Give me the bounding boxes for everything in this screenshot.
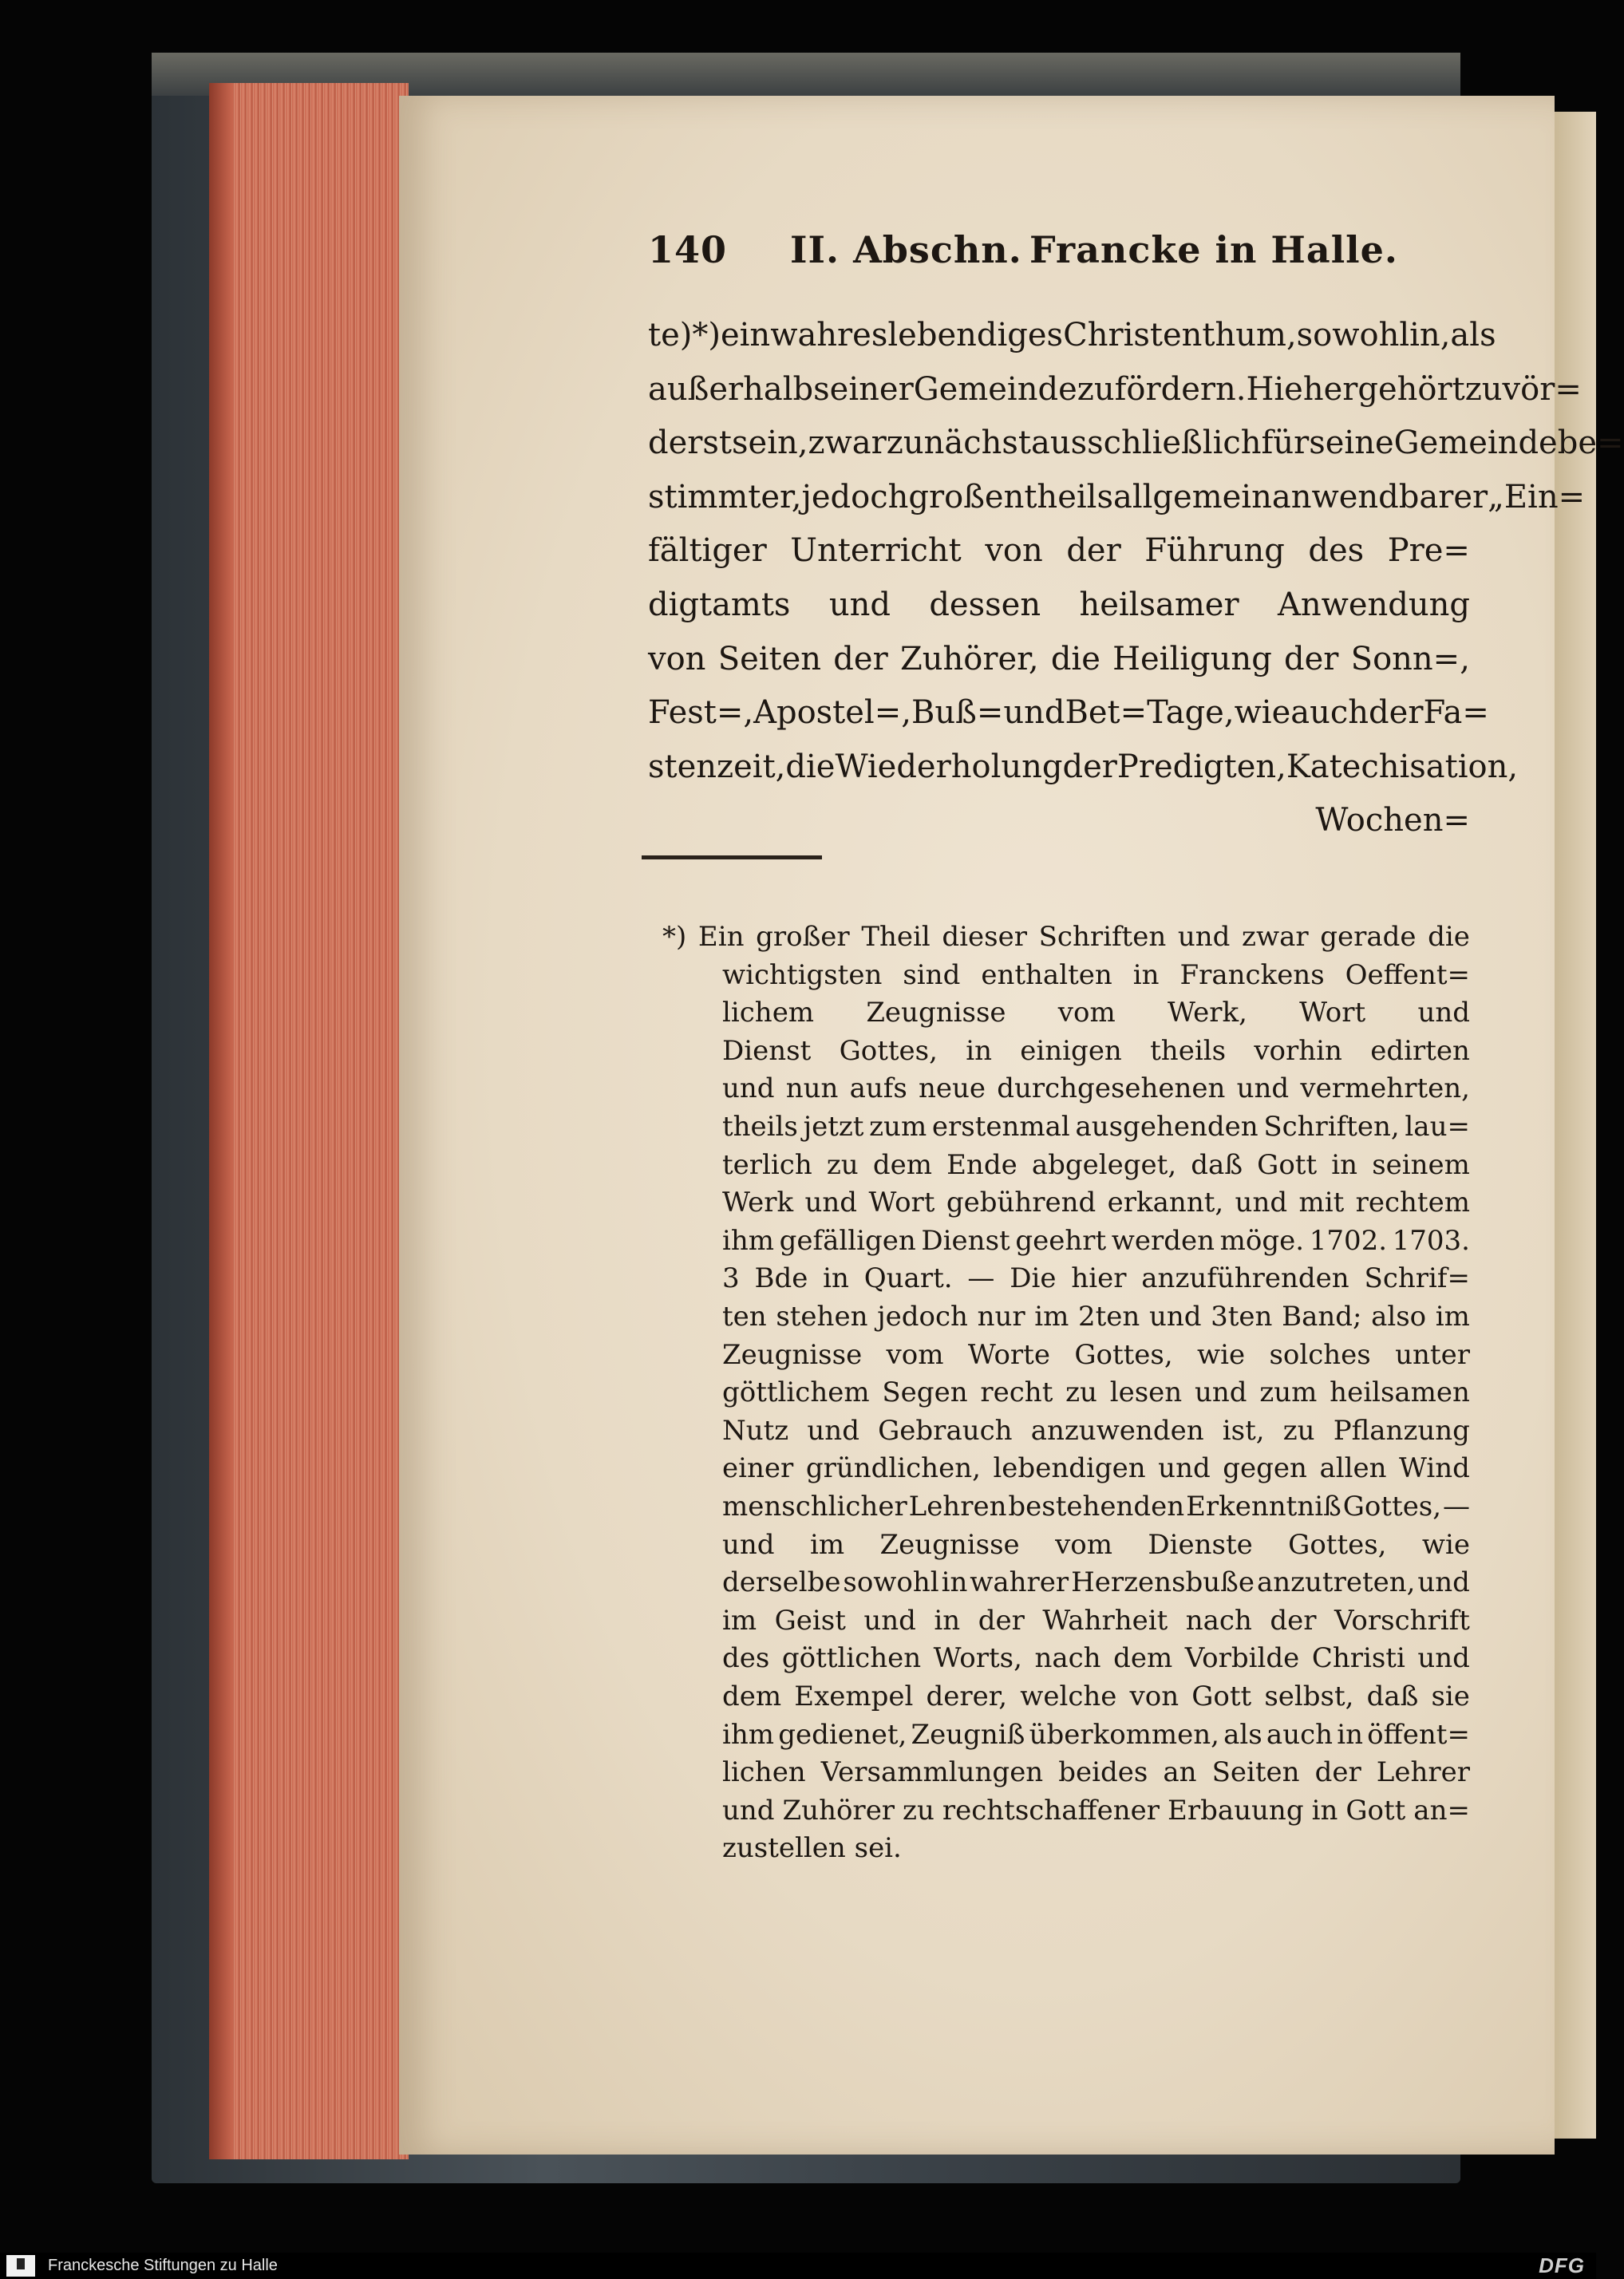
text-line: von Seiten der Zuhörer, die Heiligung der Sonn=, <box>648 640 1470 677</box>
footnote-line: dem Exempel derer, welche von Gott selbst, daß sie <box>722 1681 1470 1712</box>
section-title: II. Abschn. <box>790 228 1022 271</box>
page-edges <box>209 83 409 2159</box>
footnote-line: ten stehen jedoch nur im 2ten und 3ten Band; also im <box>722 1301 1470 1333</box>
text-line: Fest=, Apostel=, Buß= und Bet=Tage, wie auch der Fa= <box>648 694 1489 732</box>
footnote-line: menschlicher Lehren bestehenden Erkenntniß Gottes, — <box>722 1491 1470 1523</box>
running-head <box>648 228 1481 284</box>
footnote-line: 3 Bde in Quart. — Die hier anzuführenden Schrif= <box>722 1262 1470 1295</box>
footnote-line: theils jetzt zum erstenmal ausgehenden Schriften, lau= <box>722 1111 1470 1143</box>
footnote-line: ihm gedienet, Zeugniß überkommen, als auch in öffent= <box>722 1718 1470 1751</box>
footnote-rule <box>642 855 822 859</box>
footnote-line: zustellen sei. <box>722 1832 902 1865</box>
footnote-line: göttlichem Segen recht zu lesen und zum heilsamen <box>722 1376 1470 1409</box>
footnote-line: einer gründlichen, lebendigen und gegen allen Wind <box>722 1452 1470 1485</box>
page-edges-shadow <box>209 83 233 2159</box>
text-line: te)*) ein wahres lebendiges Christenthum, sowohl in, als <box>648 317 1496 354</box>
footer-credit: Franckesche Stiftungen zu Halle <box>48 2257 278 2274</box>
text-line: digtamts und dessen heilsamer Anwendung <box>648 587 1470 623</box>
footnote-line: und im Zeugnisse vom Dienste Gottes, wie <box>722 1528 1470 1561</box>
text-line: außerhalb seiner Gemeinde zu fördern. Hieher gehört zuvör= <box>648 370 1582 408</box>
footnote-line: wichtigsten sind enthalten in Franckens Oeffent= <box>722 958 1470 991</box>
footnote-line: und Zuhörer zu rechtschaffener Erbauung in Gott an= <box>722 1794 1470 1827</box>
chapter-title: Francke in Halle. <box>1029 228 1398 271</box>
footnote-line: Nutz und Gebrauch anzuwenden ist, zu Pflanzung <box>722 1414 1470 1447</box>
footnote-line: Dienst Gottes, in einigen theils vorhin edirten <box>722 1034 1470 1067</box>
footnote-line: des göttlichen Worts, nach dem Vorbilde Christi und <box>722 1642 1470 1675</box>
footnote-line: Werk und Wort gebührend erkannt, und mit rechtem <box>722 1187 1470 1219</box>
dfg-logo: DFG <box>1539 2253 1585 2277</box>
footnote-line: terlich zu dem Ende abgeleget, daß Gott in seinem <box>722 1148 1470 1181</box>
footnote-line: lichen Versammlungen beides an Seiten der Lehrer <box>722 1756 1470 1789</box>
text-line: fältiger Unterricht von der Führung des Pre= <box>648 532 1470 570</box>
footnote-line: lichem Zeugnisse vom Werk, Wort und <box>722 997 1470 1029</box>
text-line: stimmter, jedoch großentheils allgemein anwendbarer „Ein= <box>648 478 1586 515</box>
footnote-line: im Geist und in der Wahrheit nach der Vorschrift <box>722 1604 1470 1637</box>
footnote-line: *) Ein großer Theil dieser Schriften und zwar gerade die <box>662 921 1470 953</box>
footnote-line: und nun aufs neue durchgesehenen und vermehrten, <box>722 1072 1470 1105</box>
page-number: 140 <box>648 228 728 271</box>
text-line: derst sein, zwar zunächst ausschließlich für seine Gemeinde be= <box>648 425 1624 462</box>
footnote-line: derselbe sowohl in wahrer Herzensbuße anzutreten, und <box>722 1566 1470 1599</box>
text-line: stenzeit, die Wiederholung der Predigten, Katechisation, <box>648 748 1519 785</box>
footnote-line: ihm gefälligen Dienst geehrt werden möge. 1702. 1703. <box>722 1224 1470 1257</box>
facing-page-edge <box>1555 112 1596 2139</box>
text-line: Wochen= <box>1315 802 1470 839</box>
footnote-line: Zeugnisse vom Worte Gottes, wie solches unter <box>722 1338 1470 1371</box>
institution-logo-icon <box>6 2255 35 2277</box>
